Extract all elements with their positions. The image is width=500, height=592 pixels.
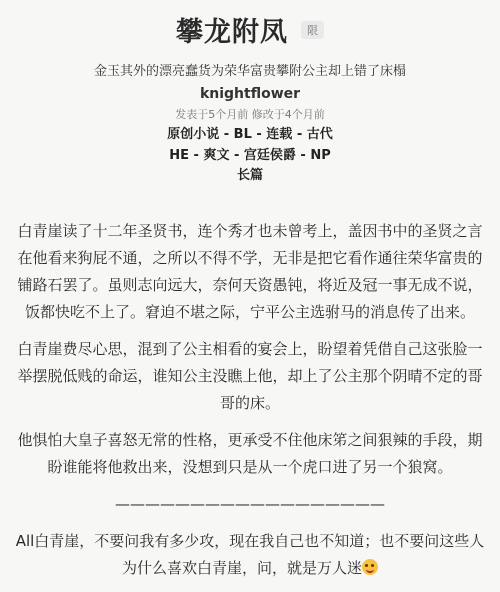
- description-paragraph-1: 白青崖读了十二年圣贤书，连个秀才也未曾考上，盖因书中的圣贤之言在他看来狗屁不通，之所以不得不学，无非是把它看作通往荣华富贵的铺路石罢了。虽则志向远大，奈何天资愚钝，将近及冠一事无成不说，饭都快吃不上了。窘迫不堪之际，宁平公主选驸马的消息传了出来。: [17, 222, 483, 321]
- divider-line: ——————————————————: [115, 495, 385, 513]
- description-paragraph-4-text: All白青崖，不要问我有多少攻，现在我自己也不知道；也不要问这些人为什么喜欢白青崖，问，就是万人迷: [15, 532, 485, 577]
- work-title: 攀龙附凤: [175, 17, 288, 48]
- description-paragraph-4: [14, 528, 486, 582]
- publish-dates: 发表于5个月前 修改于4个月前: [175, 108, 325, 121]
- smiling-face-with-hearts-icon: [362, 559, 378, 575]
- tags-line-3[interactable]: 长篇: [236, 168, 263, 183]
- tags-line-2[interactable]: HE - 爽文 - 宫廷侯爵 - NP: [169, 148, 331, 163]
- author-name[interactable]: knightflower: [199, 86, 301, 102]
- tags-line-1[interactable]: 原创小说 - BL - 连载 - 古代: [167, 127, 333, 142]
- description-paragraph-2: 白青崖费尽心思，混到了公主相看的宴会上，盼望着凭借自己这张脸一举摆脱低贱的命运，谁知公主没瞧上他，却上了公主那个阴晴不定的哥哥的床。: [17, 340, 483, 412]
- description-paragraph-3: 他惧怕大皇子喜怒无常的性格，更承受不住他床笫之间狠辣的手段，期盼谁能将他救出来，没想到只是从一个虎口进了另一个狼窝。: [17, 431, 483, 476]
- work-summary-line: 金玉其外的漂亮蠢货为荣华富贵攀附公主却上错了床榻: [93, 64, 406, 79]
- work-description: [14, 218, 486, 592]
- title-row: [0, 10, 500, 49]
- rating-badge: 限: [301, 21, 324, 39]
